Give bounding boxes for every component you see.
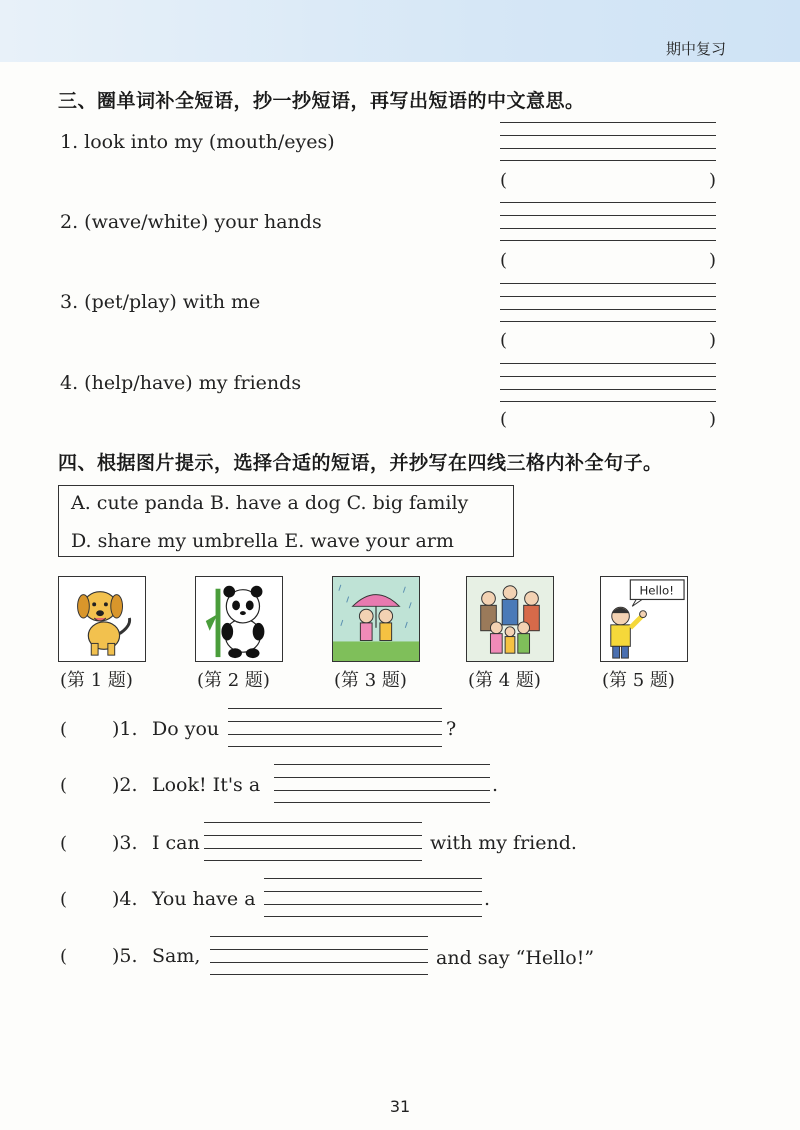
header-label: 期中复习 [665,40,726,58]
picture-caption-5: (第 5 题) [602,670,675,691]
boy-waving-icon [600,576,688,662]
meaning-blank-2[interactable]: ( ) [500,250,716,271]
picture-caption-3: (第 3 题) [334,670,407,691]
page-number: 31 [389,1097,411,1116]
answer-paren-5[interactable]: ( [60,946,68,967]
sentence-blank-5[interactable] [210,936,428,974]
meaning-blank-3[interactable]: ( ) [500,330,716,351]
sentence-after-3: with my friend. [430,832,577,854]
answer-paren-2[interactable]: ( [60,775,68,796]
q3-item-1: 1. look into my (mouth/eyes) [60,131,335,153]
sentence-after-5: and say “Hello!” [436,947,595,969]
sentence-before-5: Sam, [152,945,201,967]
picture-caption-1: (第 1 题) [60,670,133,691]
copy-lines-2[interactable] [500,202,716,240]
sentence-before-1: Do you [152,718,220,740]
section3-title: 三、圈单词补全短语，抄一抄短语，再写出短语的中文意思。 [58,90,585,112]
q3-item-4: 4. (help/have) my friends [60,372,302,394]
options-row-2: D. share my umbrella E. wave your arm [71,530,454,552]
answer-paren-1[interactable]: ( [60,719,68,740]
copy-lines-4[interactable] [500,363,716,401]
sentence-number-5: )5. [112,945,138,967]
panda-icon [195,576,283,662]
meaning-blank-1[interactable]: ( ) [500,170,716,191]
sentence-number-1: )1. [112,718,138,740]
sentence-blank-4[interactable] [264,878,482,916]
sentence-after-4: . [484,888,491,910]
copy-lines-3[interactable] [500,283,716,321]
family-icon [466,576,554,662]
picture-caption-4: (第 4 题) [468,670,541,691]
dog-icon [58,576,146,662]
options-row-1: A. cute panda B. have a dog C. big family [71,492,469,514]
sentence-before-3: I can [152,832,200,854]
picture-caption-2: (第 2 题) [197,670,270,691]
sentence-after-1: ? [446,718,457,740]
q3-item-3: 3. (pet/play) with me [60,291,261,313]
section4-title: 四、根据图片提示，选择合适的短语，并抄写在四线三格内补全句子。 [58,452,663,474]
sentence-before-4: You have a [152,888,256,910]
sentence-number-3: )3. [112,832,138,854]
copy-lines-1[interactable] [500,122,716,160]
umbrella-children-icon [332,576,420,662]
sentence-blank-3[interactable] [204,822,422,860]
answer-paren-3[interactable]: ( [60,833,68,854]
q3-item-2: 2. (wave/white) your hands [60,211,322,233]
answer-paren-4[interactable]: ( [60,889,68,910]
meaning-blank-4[interactable]: ( ) [500,409,716,430]
svg-text:Hello!: Hello! [639,583,674,598]
sentence-before-2: Look! It's a [152,774,261,796]
sentence-blank-1[interactable] [228,708,442,746]
options-box [58,485,514,557]
sentence-blank-2[interactable] [274,764,490,802]
sentence-after-2: . [492,774,499,796]
sentence-number-4: )4. [112,888,138,910]
sentence-number-2: )2. [112,774,138,796]
